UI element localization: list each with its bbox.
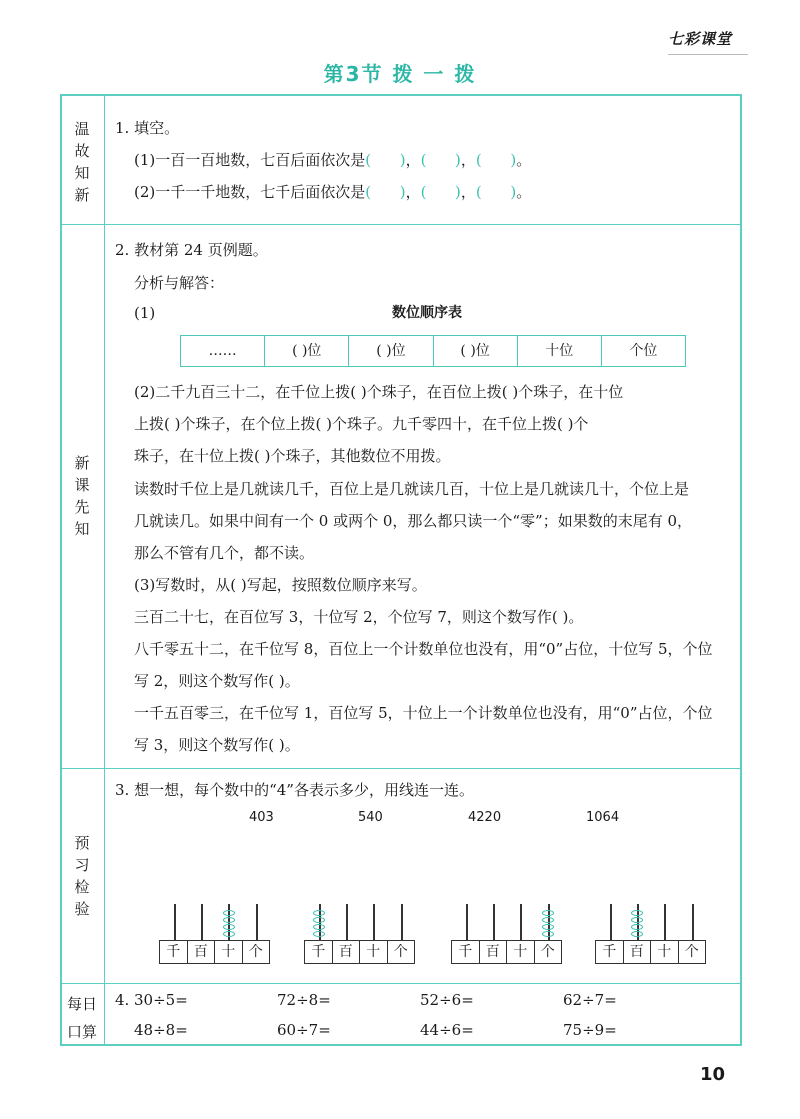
q3-heading: 3. 想一想，每个数中的“4”各表示多少，用线连一连。 [115,781,474,799]
q1-heading: 1. 填空。 [115,119,180,137]
table-cell[interactable]: ( )位 [433,336,517,366]
q2-text-line: 几就读几。如果中间有一个 0 或两个 0，那么都只读一个“零”；如果数的末尾有 0， [134,512,693,530]
calc-item[interactable]: 52÷6= [420,991,474,1009]
section-label-review: 温 故 知 新 [74,120,90,204]
q4-label: 4. [115,991,130,1009]
table-title: 数位顺序表 [392,305,462,321]
answer-blank[interactable]: ( ) [420,151,461,169]
calc-item[interactable]: 75÷9= [563,1021,617,1039]
q2-text-line: 上拨( )个珠子，在个位上拨( )个珠子。九千零四十，在千位上拨( )个 [134,415,589,433]
calc-item[interactable]: 30÷5= [134,991,188,1009]
table-cell: 个位 [601,336,685,366]
q1-line-1: (1)一百一百地数，七百后面依次是( )，( )，( )。 [134,151,532,169]
brand-underline [668,54,748,55]
calc-item[interactable]: 72÷8= [277,991,331,1009]
q2-part1: (1) [134,304,156,322]
place-value-table [180,335,686,367]
q2-text-line: 珠子，在十位上拨( )个珠子，其他数位不用拨。 [134,447,451,465]
number-label[interactable]: 540 [358,810,383,825]
answer-blank[interactable]: ( ) [475,151,517,169]
label-column-divider [104,94,105,1046]
q2-text-line: 写 2，则这个数写作( )。 [134,672,300,690]
section-divider [60,768,742,769]
q2-text-line: 三百二十七，在百位写 3，十位写 2，个位写 7，则这个数写作( )。 [134,608,584,626]
q1-line-2: (2)一千一千地数，七千后面依次是( )，( )，( )。 [134,183,532,201]
section-label-new: 新 课 先 知 [74,454,90,538]
answer-blank[interactable]: ( ) [365,151,406,169]
q2-text-line: 一千五百零三，在千位写 1，百位写 5，十位上一个计数单位也没有，用“0”占位，个位 [134,704,713,722]
table-cell: 十位 [517,336,601,366]
answer-blank[interactable]: ( ) [475,183,517,201]
section-label-calc: 每日 口算 [66,995,97,1041]
section-divider [60,983,742,984]
page-number: 10 [700,1064,726,1085]
brand-logo: 七彩课堂 [668,30,733,48]
q2-text-line: (3)写数时，从( )写起，按照数位顺序来写。 [134,576,427,594]
table-cell[interactable]: ( )位 [264,336,348,366]
calc-item[interactable]: 44÷6= [420,1021,474,1039]
q2-text-line: (2)二千九百三十二，在千位上拨( )个珠子，在百位上拨( )个珠子，在十位 [134,383,624,401]
calc-item[interactable]: 48÷8= [134,1021,188,1039]
calc-item[interactable]: 60÷7= [277,1021,331,1039]
abacus-ones[interactable]: 千 百 十 个 [596,900,706,970]
number-label[interactable]: 403 [249,810,274,825]
q2-heading: 2. 教材第 24 页例题。 [115,241,268,259]
answer-blank[interactable]: ( ) [420,183,461,201]
table-cell: …… [208,343,237,359]
table-cell[interactable]: ( )位 [348,336,432,366]
number-label[interactable]: 4220 [468,810,502,825]
page-title: 第3节 拨 一 拨 [323,62,477,86]
section-divider [60,224,742,225]
answer-blank[interactable]: ( ) [365,183,406,201]
calc-item[interactable]: 62÷7= [563,991,617,1009]
section-label-preview: 预 习 检 验 [74,834,90,918]
q2-text-line: 读数时千位上是几就读几千，百位上是几就读几百，十位上是几就读几十，个位上是 [134,480,690,498]
abacus-thousands[interactable]: 千 百 十 个 [452,900,562,970]
abacus-tens[interactable]: 千 百 十 个 [305,900,415,970]
q2-text-line: 八千零五十二，在千位写 8，百位上一个计数单位也没有，用“0”占位，十位写 5，个位 [134,640,713,658]
number-label[interactable]: 1064 [586,810,620,825]
q2-text-line: 写 3，则这个数写作( )。 [134,736,300,754]
abacus-hundreds[interactable]: 千 百 十 个 [160,900,270,970]
q2-text-line: 那么不管有几个，都不读。 [134,544,315,562]
q2-analysis: 分析与解答： [134,274,225,292]
